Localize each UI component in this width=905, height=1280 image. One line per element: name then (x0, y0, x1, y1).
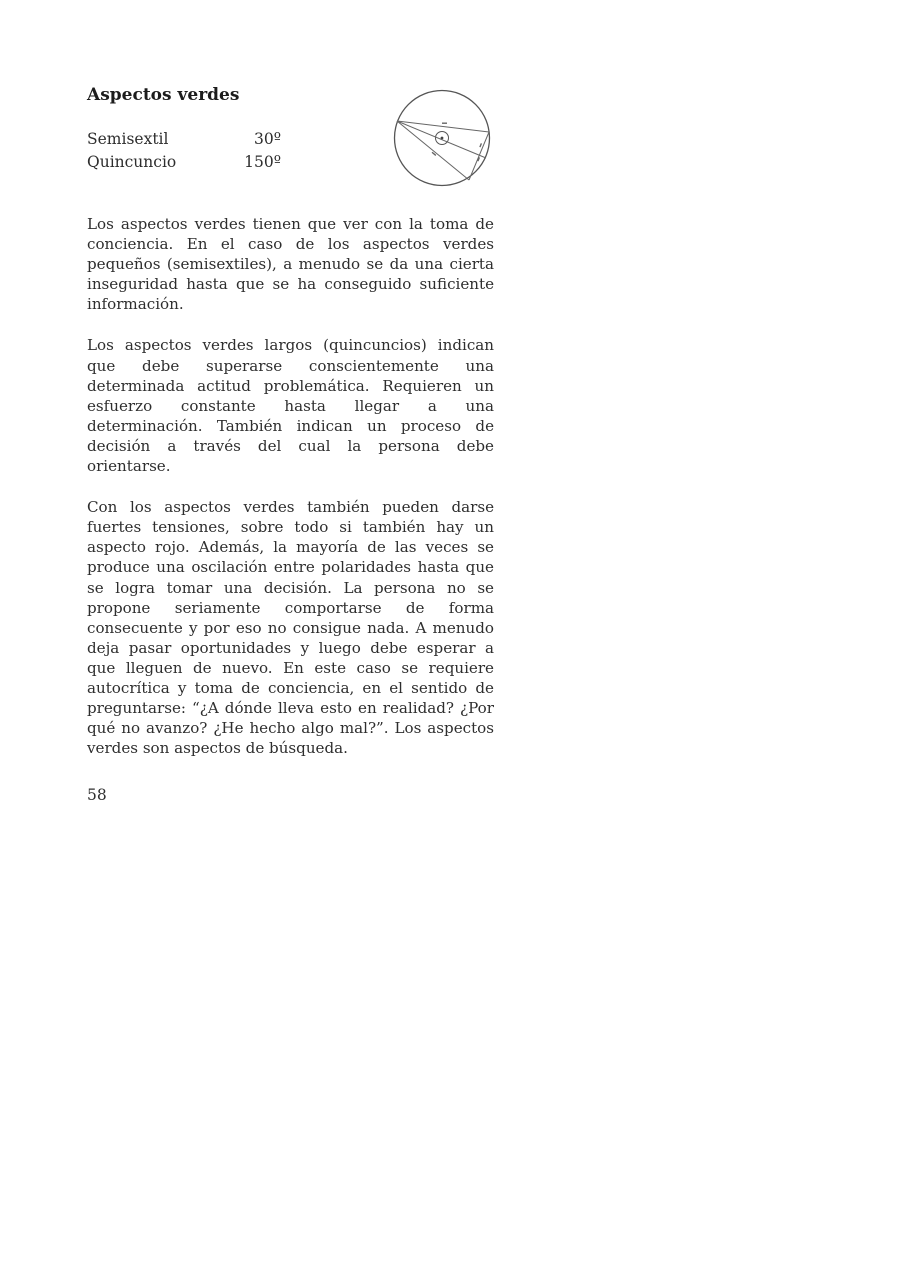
aspect-degrees: 150º (244, 153, 281, 171)
paragraph: Los aspectos verdes tienen que ver con la toma de conciencia. En el caso de los aspectos verdes pequeños (semisextiles), a menudo se da una cierta inseguridad hasta que se ha conseguido suficiente información. (87, 215, 494, 314)
paragraph: Con los aspectos verdes también pueden darse fuertes tensiones, sobre todo si también hay un aspecto rojo. Además, la mayoría de las veces se produce una oscilación entre polaridades hasta que se logra tomar una decisión. La persona no se propone seriamente comportarse de forma consecuente y por eso no consigue nada. A menudo deja pasar oportunidades y luego debe esperar a que lleguen de nuevo. En este caso se requiere autocrítica y toma de conciencia, en el sentido de preguntarse: “¿A dónde lleva esto en realidad? ¿Por qué no avanzo? ¿He hecho algo mal?”. Los aspectos verdes son aspectos de búsqueda. (87, 498, 494, 758)
aspect-row-semisextil (87, 128, 281, 151)
page-number: 58 (87, 786, 107, 804)
body-text (87, 214, 494, 779)
aspect-table (87, 128, 281, 174)
paragraph: Los aspectos verdes largos (quincuncios) indican que debe superarse conscientemente una determinada actitud problemática. Requieren un esfuerzo constante hasta llegar a una determinación. También indican un proceso de decisión a través del cual la persona debe orientarse. (87, 336, 494, 476)
aspect-circle-diagram (388, 87, 494, 189)
aspect-mark (442, 123, 447, 124)
aspect-mark (479, 143, 482, 147)
section-title: Aspectos verdes (87, 85, 240, 105)
aspect-row-quincuncio (87, 151, 281, 174)
aspect-degrees: 30º (253, 130, 281, 148)
aspect-name: Semisextil (87, 130, 169, 148)
aspect-name: Quincuncio (87, 153, 177, 171)
